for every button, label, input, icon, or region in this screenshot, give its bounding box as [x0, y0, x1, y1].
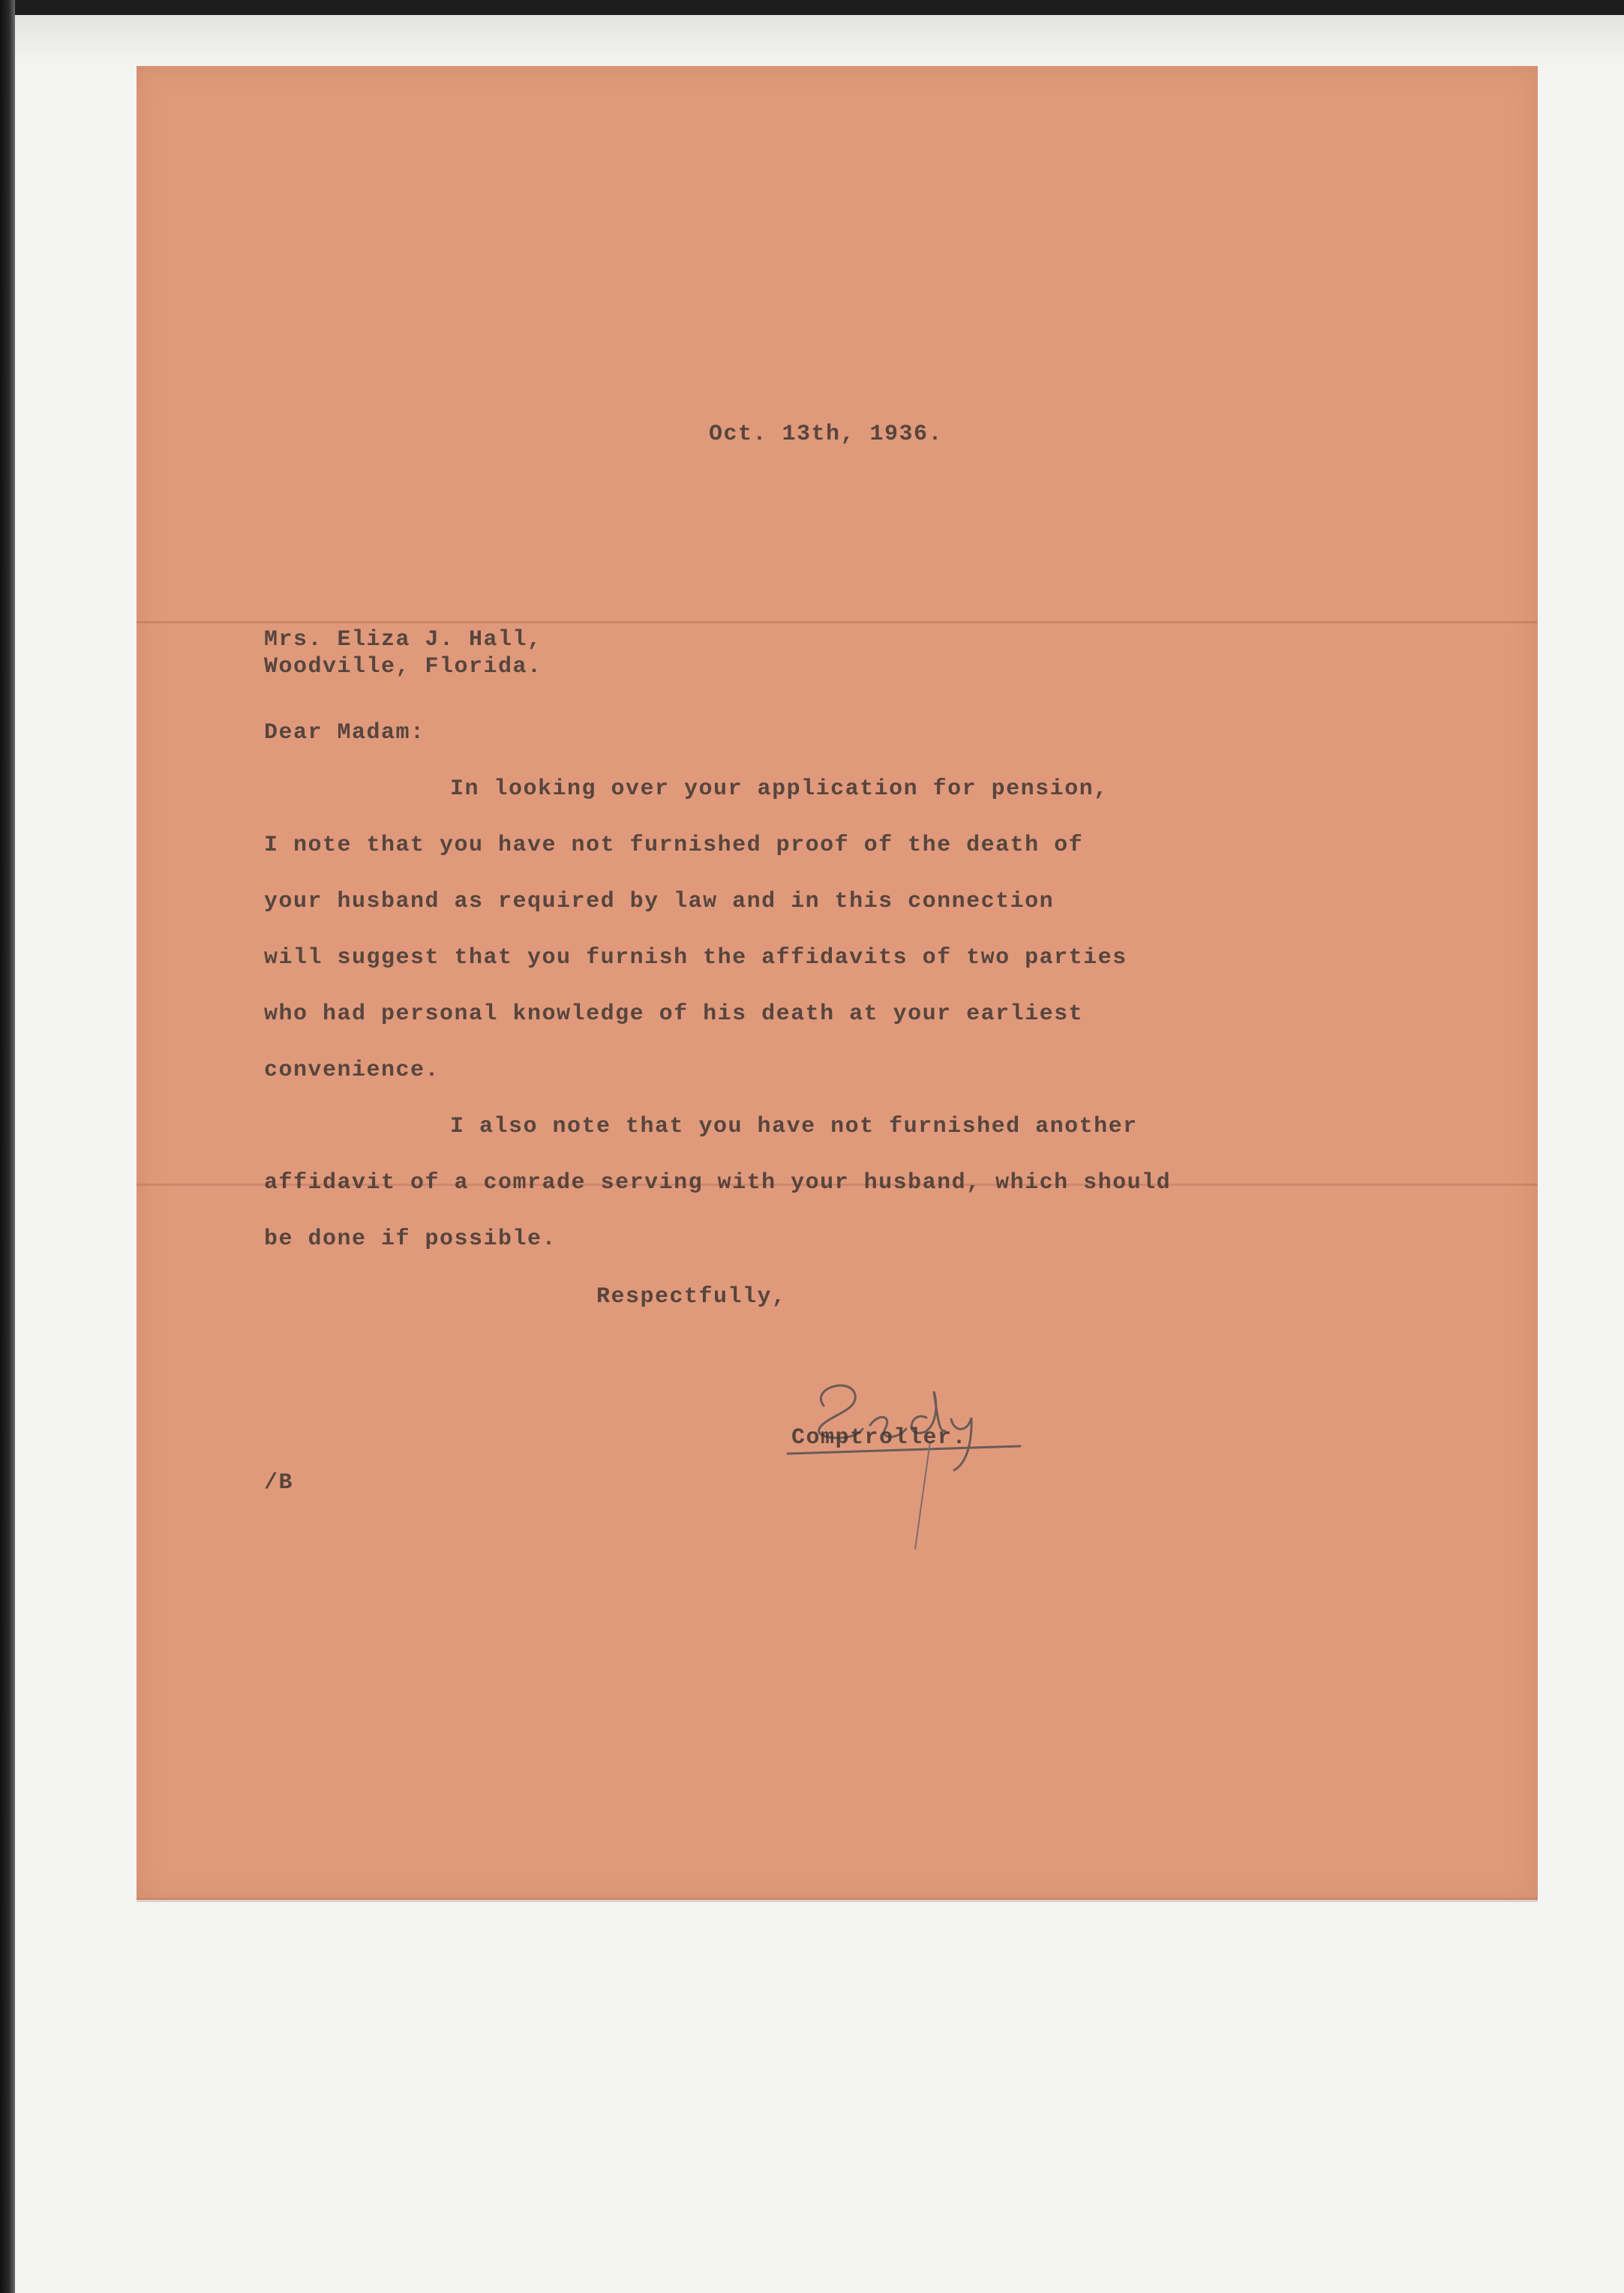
typist-initials: /B [264, 1470, 294, 1496]
signature-title: Comptroller. [791, 1425, 968, 1451]
recipient-address: Woodville, Florida. [264, 654, 542, 680]
body-line: affidavit of a comrade serving with your husband, which should [264, 1170, 1172, 1196]
scan-top-edge [0, 0, 1624, 15]
paper-fold-line [137, 621, 1538, 623]
body-line: I also note that you have not furnished another [450, 1114, 1138, 1139]
salutation: Dear Madam: [264, 720, 425, 746]
letter-date: Oct. 13th, 1936. [709, 422, 944, 447]
handwritten-signature [780, 1358, 1028, 1553]
body-line: who had personal knowledge of his death at your earliest [264, 1001, 1084, 1027]
body-line: your husband as required by law and in this connection [264, 889, 1055, 914]
scan-top-band [15, 15, 1624, 69]
body-line: will suggest that you furnish the affidavits of two parties [264, 945, 1127, 971]
body-line: be done if possible. [264, 1226, 557, 1252]
letter-paper [137, 66, 1538, 1900]
closing: Respectfully, [596, 1284, 787, 1310]
paper-bottom-edge [137, 1898, 1538, 1902]
body-line: In looking over your application for pension, [450, 776, 1109, 802]
body-line: convenience. [264, 1058, 440, 1083]
recipient-name: Mrs. Eliza J. Hall, [264, 627, 542, 653]
body-line: I note that you have not furnished proof of the death of [264, 833, 1084, 858]
scan-left-edge [0, 0, 15, 2293]
